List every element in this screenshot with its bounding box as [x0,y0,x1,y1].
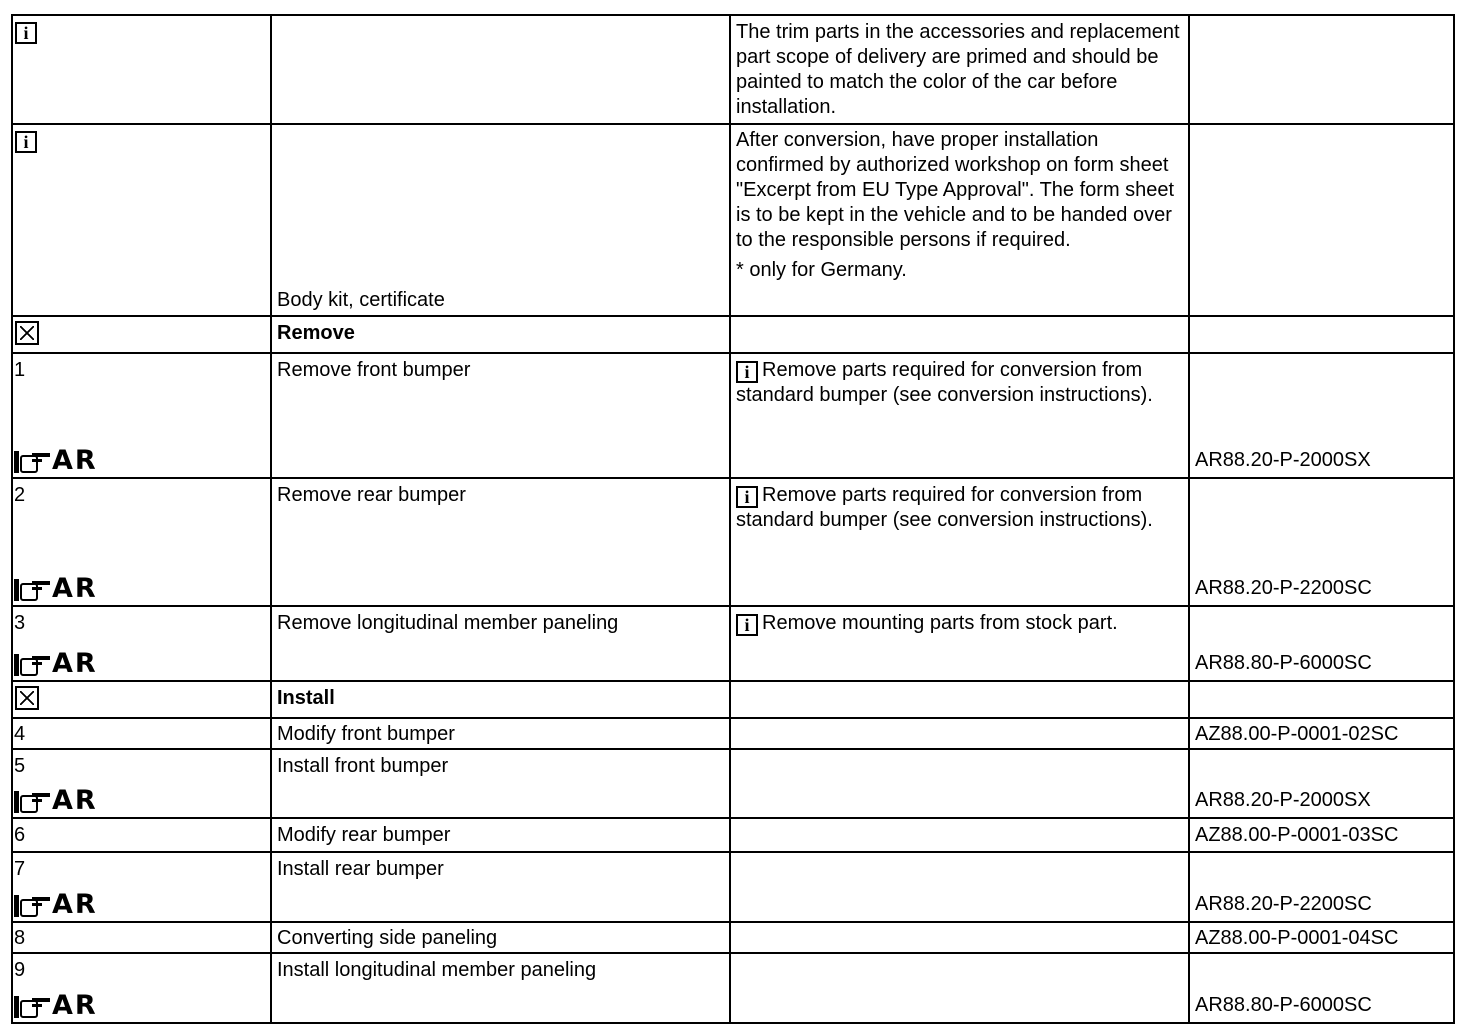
section-header-row [12,316,1454,353]
ar-reference[interactable] [14,992,98,1020]
info-icon: i [736,361,758,383]
document-reference[interactable]: AR88.20-P-2200SC [1195,577,1372,599]
document-reference[interactable]: AR88.80-P-6000SC [1195,994,1372,1016]
table-row [12,953,1454,1023]
pointing-hand-icon [14,577,50,603]
section-title: Install [277,687,335,709]
info-icon: i [15,131,37,153]
table-row [12,353,1454,478]
expand-icon [15,686,39,710]
note-text: Remove parts required for conversion from standard bumper (see conversion instructions). [736,484,1153,531]
section-header-row [12,681,1454,718]
step-text: Converting side paneling [277,927,498,949]
note-text: After conversion, have proper installation confirmed by authorized workshop on form sheet "Excerpt from EU Type Approval". The form sheet is to be kept in the vehicle and to be handed over to the responsible persons if required. [736,129,1175,251]
table-row [12,15,1454,124]
step-text: Install rear bumper [277,858,444,880]
document-reference[interactable]: AR88.20-P-2000SX [1195,789,1371,811]
table-row [12,922,1454,953]
document-reference[interactable]: AR88.20-P-2000SX [1195,449,1371,471]
document-reference[interactable]: AR88.20-P-2200SC [1195,893,1372,915]
table-row [12,818,1454,852]
table-row [12,852,1454,922]
step-text: Install longitudinal member paneling [277,959,597,981]
step-number: 7 [14,858,26,880]
ar-reference[interactable] [14,575,98,603]
expand-icon [15,321,39,345]
step-number: 8 [14,927,26,949]
step-number: 5 [14,755,26,777]
step-text: Remove longitudinal member paneling [277,612,619,634]
step-text: Modify front bumper [277,723,455,745]
ar-reference[interactable] [14,650,98,678]
step-text: Remove front bumper [277,359,471,381]
ar-label: AR [52,648,98,679]
work-steps-table [11,14,1455,1024]
info-icon: i [736,614,758,636]
ar-reference[interactable] [14,447,98,475]
document-reference[interactable]: AZ88.00-P-0001-04SC [1195,927,1399,949]
info-icon: i [15,22,37,44]
info-icon: i [736,486,758,508]
ar-reference[interactable] [14,891,98,919]
ar-label: AR [52,445,98,476]
document-reference[interactable]: AZ88.00-P-0001-03SC [1195,824,1399,846]
table-row [12,478,1454,606]
pointing-hand-icon [14,893,50,919]
ar-label: AR [52,573,98,604]
note-text: Remove parts required for conversion from standard bumper (see conversion instructions). [736,359,1153,406]
step-number: 1 [14,359,26,381]
step-number: 2 [14,484,26,506]
pointing-hand-icon [14,449,50,475]
document-reference[interactable]: AR88.80-P-6000SC [1195,652,1372,674]
pointing-hand-icon [14,652,50,678]
pointing-hand-icon [14,994,50,1020]
table-row [12,606,1454,681]
step-number: 9 [14,959,26,981]
ar-label: AR [52,785,98,816]
section-title: Remove [277,322,355,344]
ar-reference[interactable] [14,787,98,815]
step-text: Install front bumper [277,755,449,777]
note-text: The trim parts in the accessories and replacement part scope of delivery are primed and should be painted to match the color of the car before installation. [736,21,1180,118]
document-reference[interactable]: AZ88.00-P-0001-02SC [1195,723,1399,745]
ar-label: AR [52,990,98,1021]
step-number: 3 [14,612,26,634]
step-number: 4 [14,723,26,745]
pointing-hand-icon [14,789,50,815]
step-number: 6 [14,824,26,846]
body-kit-label: Body kit, certificate [277,289,445,311]
table-row [12,718,1454,749]
step-text: Modify rear bumper [277,824,451,846]
ar-label: AR [52,889,98,920]
table-row [12,749,1454,818]
footnote: * only for Germany. [736,259,907,281]
step-text: Remove rear bumper [277,484,466,506]
note-text: Remove mounting parts from stock part. [762,612,1118,634]
table-row [12,124,1454,316]
